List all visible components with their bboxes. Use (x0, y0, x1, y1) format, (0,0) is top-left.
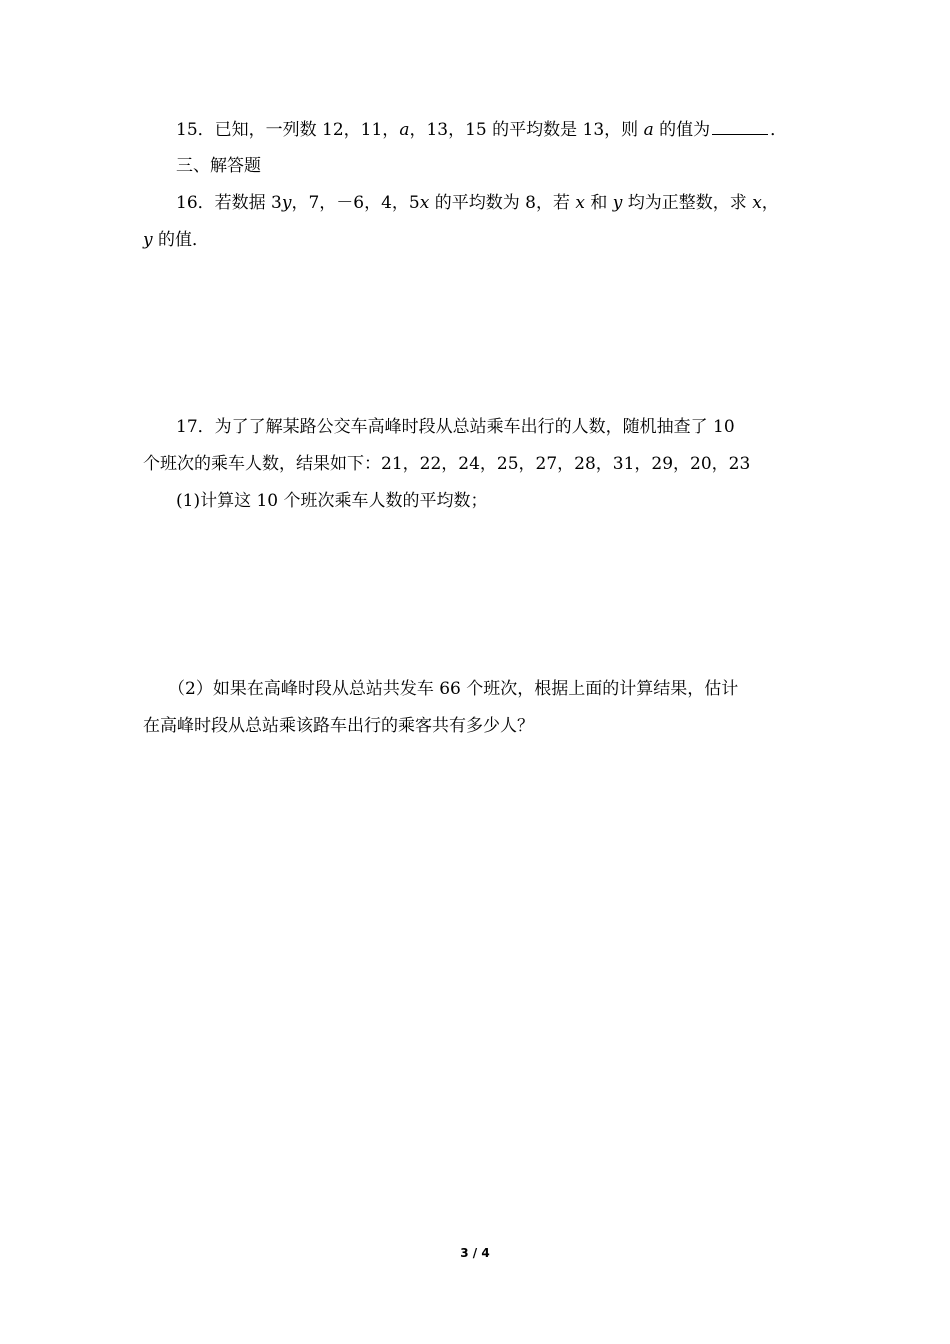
section-heading: 三、解答题 (176, 156, 261, 176)
answer-blank[interactable] (712, 118, 768, 135)
question-17-line-2: 个班次的乘车人数，结果如下：21，22，24，25，27，28，31，29，20，23 (143, 454, 751, 474)
question-16-line-2: y 的值． (143, 230, 210, 250)
page-number: 3 / 4 (460, 1246, 490, 1260)
question-17-part-1: (1)计算这 10 个班次乘车人数的平均数； (176, 491, 488, 511)
question-15: 15．已知，一列数 12，11，a，13，15 的平均数是 13，则 a 的值为 ． (176, 120, 788, 140)
question-17-part-2-line-1: （2）如果在高峰时段从总站共发车 66 个班次，根据上面的计算结果，估计 (168, 679, 739, 699)
question-16-line-1: 16．若数据 3y，7，－6，4，5x 的平均数为 8，若 x 和 y 均为正整数，求 x， (176, 193, 779, 213)
question-17-line-1: 17．为了了解某路公交车高峰时段从总站乘车出行的人数，随机抽查了 10 (176, 417, 735, 437)
question-17-part-2-line-2: 在高峰时段从总站乘该路车出行的乘客共有多少人？ (143, 716, 534, 736)
